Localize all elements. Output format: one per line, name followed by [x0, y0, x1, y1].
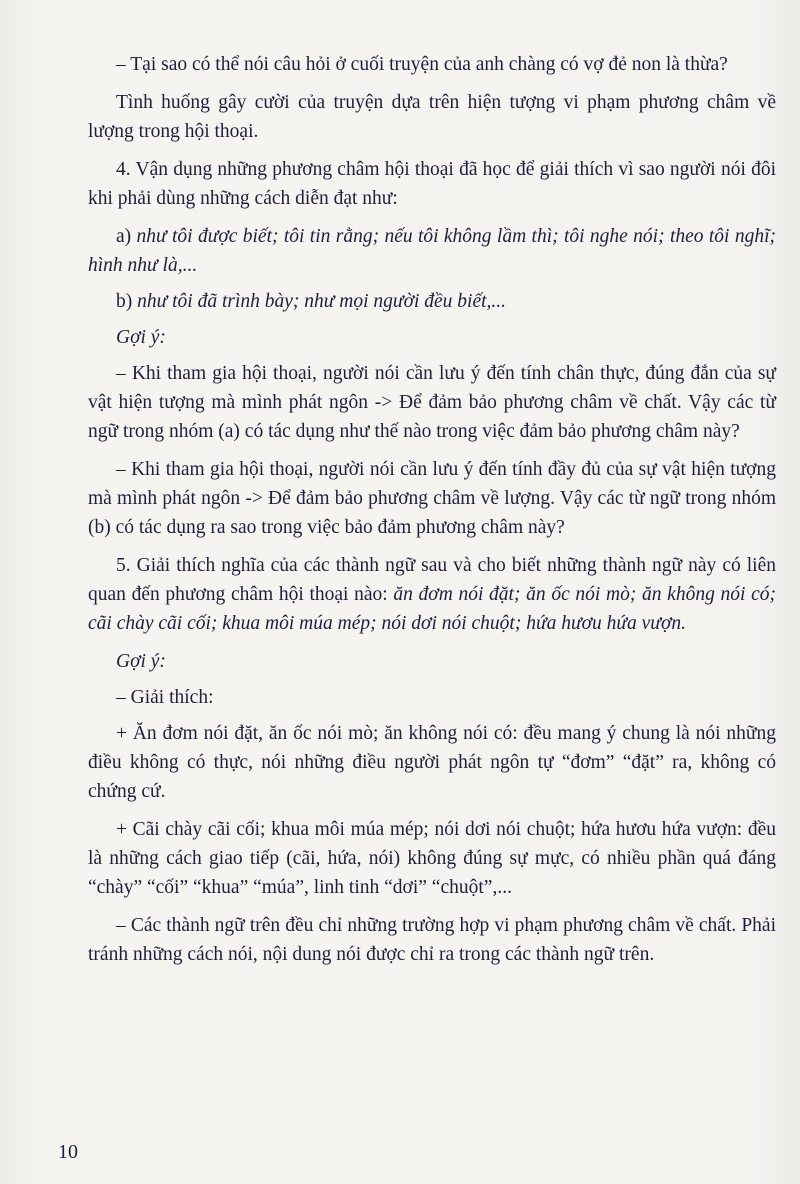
- conclusion-paragraph: – Các thành ngữ trên đều chỉ những trường hợp vi phạm phương châm về chất. Phải tránh những cách nói, nội dung nói được chỉ ra trong các thành ngữ trên.: [88, 915, 776, 965]
- page-body: [88, 50, 776, 978]
- group-a-label: a): [116, 226, 137, 247]
- question-paragraph: – Tại sao có thể nói câu hỏi ở cuối truyện của anh chàng có vợ đẻ non là thừa?: [116, 54, 728, 75]
- explanation-heading: – Giải thích:: [116, 687, 214, 708]
- explanation-item: + Cãi chày cãi cối; khua môi múa mép; nói dơi nói chuột; hứa hươu hứa vượn: đều là những cách giao tiếp (cãi, hứa, nói) không đúng sự mực, có nhiều phần quá đáng “chày” “cối” “khua” “múa”, linh tinh “dơi” “chuột”,...: [88, 819, 776, 898]
- hint-quantity-maxim: – Khi tham gia hội thoại, người nói cần lưu ý đến tính đầy đủ của sự vật hiện tượng mà mình phát ngôn -> Để đảm bảo phương châm về lượng. Vậy các từ ngữ trong nhóm (b) có tác dụng ra sao trong việc bảo đảm phương châm này?: [88, 459, 776, 538]
- answer-paragraph: Tình huống gây cười của truyện dựa trên hiện tượng vi phạm phương châm về lượng trong hội thoại.: [88, 92, 776, 142]
- group-b-expressions: [88, 287, 776, 316]
- group-b-text: như tôi đã trình bày; như mọi người đều biết,...: [137, 291, 507, 312]
- hint-heading: Gợi ý:: [116, 327, 166, 348]
- exercise-5-prompt: [88, 551, 776, 638]
- hint-quality-maxim: – Khi tham gia hội thoại, người nói cần lưu ý đến tính chân thực, đúng đắn của sự vật hiện tượng mà mình phát ngôn -> Để đảm bảo phương châm về chất. Vậy các từ ngữ trong nhóm (a) có tác dụng như thế nào trong việc đảm bảo phương châm này?: [88, 363, 776, 442]
- group-b-label: b): [116, 291, 138, 312]
- group-a-expressions: [88, 222, 776, 280]
- page-number: 10: [58, 1141, 78, 1163]
- exercise-4-prompt: 4. Vận dụng những phương châm hội thoại đã học để giải thích vì sao người nói đôi khi phải dùng những cách diễn đạt như:: [88, 159, 776, 209]
- group-a-text: như tôi được biết; tôi tin rằng; nếu tôi không lầm thì; tôi nghe nói; theo tôi nghĩ; hình như là,...: [88, 226, 776, 276]
- idiom-list: ăn đơm nói đặt; ăn ốc nói mò; ăn không nói có; cãi chày cãi cối; khua môi múa mép; nói dơi nói chuột; hứa hươu hứa vượn.: [88, 584, 776, 634]
- exercise-5-text: 5. Giải thích nghĩa của các thành ngữ sau và cho biết những thành ngữ này có liên quan đến phương châm hội thoại nào:: [88, 555, 776, 605]
- hint-heading: Gợi ý:: [116, 651, 166, 672]
- explanation-item: + Ăn đơm nói đặt, ăn ốc nói mò; ăn không nói có: đều mang ý chung là nói những điều không có thực, nói những điều người phát ngôn tự “đơm” “đặt” ra, không có chứng cứ.: [88, 723, 776, 802]
